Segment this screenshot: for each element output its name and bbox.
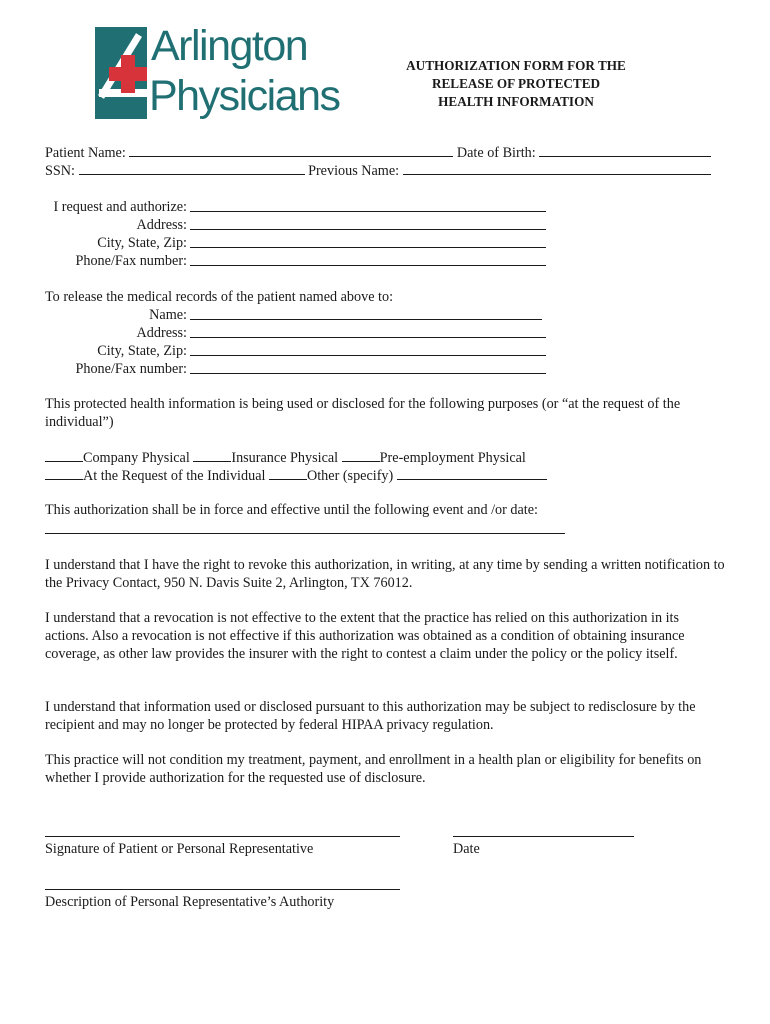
ssn-row	[45, 161, 711, 180]
ssn-field[interactable]	[79, 161, 305, 175]
redisclosure-paragraph: I understand that information used or disclosed pursuant to this authorization may be subject to redisclosure by the recipient and may no longer be protected by federal HIPAA privacy regulation.	[45, 699, 696, 733]
recipient-address-label: Address:	[136, 325, 187, 341]
requester-phone-field[interactable]	[190, 252, 546, 266]
requester-address-field-wrap	[190, 216, 546, 235]
patient-name-label: Patient Name:	[45, 145, 126, 161]
recipient-name-field[interactable]	[190, 306, 542, 320]
recipient-city-field-wrap	[190, 342, 546, 361]
company-physical-label: Company Physical	[83, 450, 190, 466]
effective-text: This authorization shall be in force and effective until the following event and /or date:	[45, 502, 538, 518]
no-condition-paragraph: This practice will not condition my treatment, payment, and enrollment in a health plan or eligibility for benefits on whether I provide authorization for the requested use of disclosure.	[45, 752, 702, 786]
recipient-phone-label: Phone/Fax number:	[75, 361, 187, 377]
recipient-intro: To release the medical records of the patient named above to:	[45, 289, 394, 305]
requester-address-label: Address:	[136, 217, 187, 233]
logo-word-physicians: Physicians	[149, 72, 340, 120]
form-title-line-2: RELEASE OF PROTECTED	[431, 76, 601, 91]
arlington-physicians-logo	[95, 22, 340, 135]
requester-phone-field-wrap	[190, 252, 546, 271]
recipient-city-label: City, State, Zip:	[97, 343, 187, 359]
recipient-address-field-wrap	[190, 324, 546, 343]
previous-name-field[interactable]	[403, 161, 711, 175]
at-request-blank[interactable]	[45, 466, 83, 480]
company-physical-blank[interactable]	[45, 448, 83, 462]
patient-signature-field[interactable]	[45, 836, 400, 837]
form-title-line-1: AUTHORIZATION FORM FOR THE	[406, 58, 626, 73]
requester-city-field[interactable]	[190, 234, 546, 248]
requester-name-field-wrap	[190, 198, 546, 217]
representative-authority-field[interactable]	[45, 889, 400, 890]
patient-name-row	[45, 143, 711, 162]
effective-event-date-field[interactable]	[45, 533, 565, 534]
insurance-physical-blank[interactable]	[193, 448, 231, 462]
form-title-line-3: HEALTH INFORMATION	[438, 94, 594, 109]
other-specify-field[interactable]	[397, 466, 547, 480]
date-label: Date	[453, 841, 480, 857]
recipient-name-field-wrap	[190, 306, 542, 325]
date-of-birth-label: Date of Birth:	[456, 145, 536, 161]
other-blank[interactable]	[269, 466, 307, 480]
requester-city-label: City, State, Zip:	[97, 235, 187, 251]
ssn-label: SSN:	[45, 163, 75, 179]
recipient-phone-field-wrap	[190, 360, 546, 379]
authority-label: Description of Personal Representative’s Authority	[45, 894, 335, 910]
requester-intro-label: I request and authorize:	[53, 199, 187, 215]
recipient-name-label: Name:	[149, 307, 187, 323]
requester-name-field[interactable]	[190, 198, 546, 212]
purpose-options-row-1	[45, 448, 526, 467]
recipient-phone-field[interactable]	[190, 360, 546, 374]
recipient-city-field[interactable]	[190, 342, 546, 356]
requester-city-field-wrap	[190, 234, 546, 253]
purpose-text: This protected health information is being used or disclosed for the following purposes (or “at the request of the individual”)	[45, 396, 681, 430]
at-request-label: At the Request of the Individual	[83, 468, 266, 484]
pre-employment-physical-label: Pre-employment Physical	[379, 450, 526, 466]
logo-word-arlington: Arlington	[151, 22, 308, 70]
other-label: Other (specify)	[306, 468, 394, 484]
medical-cross-logo-mark	[95, 27, 155, 119]
insurance-physical-label: Insurance Physical	[231, 450, 339, 466]
patient-name-field[interactable]	[129, 143, 453, 157]
revocation-paragraph: I understand that a revocation is not effective to the extent that the practice has relied on this authorization in its actions. Also a revocation is not effective if this authorization was obtained as a condition of obtaining insurance coverage, as other law provides the insurer with the right to contest a claim under the policy or the policy itself.	[45, 610, 685, 662]
pre-employment-physical-blank[interactable]	[342, 448, 380, 462]
form-title	[376, 57, 656, 111]
revoke-paragraph: I understand that I have the right to revoke this authorization, in writing, at any time by sending a written notification to the Privacy Contact, 950 N. Davis Suite 2, Arlington, TX 76012.	[45, 557, 725, 591]
recipient-address-field[interactable]	[190, 324, 546, 338]
signature-date-field[interactable]	[453, 836, 634, 837]
purpose-options-row-2	[45, 466, 547, 485]
previous-name-label: Previous Name:	[308, 163, 400, 179]
requester-address-field[interactable]	[190, 216, 546, 230]
requester-phone-label: Phone/Fax number:	[75, 253, 187, 269]
signature-label: Signature of Patient or Personal Representative	[45, 841, 314, 857]
date-of-birth-field[interactable]	[539, 143, 711, 157]
